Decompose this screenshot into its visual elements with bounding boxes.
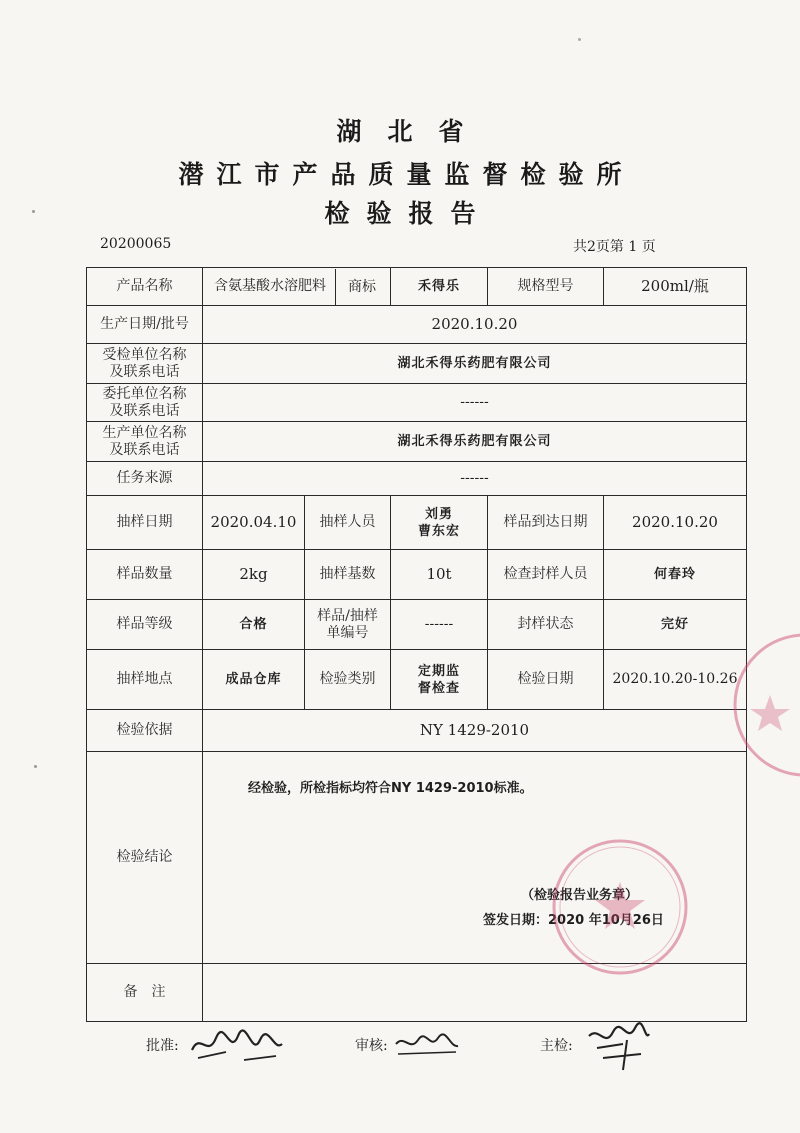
sealer-value: 何春玲 bbox=[604, 550, 747, 600]
spec-label: 规格型号 bbox=[488, 268, 604, 306]
header-institute: 潜江市产品质量监督检验所 bbox=[178, 160, 635, 189]
header-province: 湖北省 bbox=[336, 117, 490, 146]
entrusting-unit-label-line2: 及联系电话 bbox=[109, 402, 180, 419]
product-name-label: 产品名称 bbox=[87, 268, 203, 306]
product-name-value: 含氨基酸水溶肥料 bbox=[214, 278, 326, 294]
header-report-title: 检验报告 bbox=[324, 199, 493, 228]
product-name-cell bbox=[203, 268, 391, 306]
brand-value: 禾得乐 bbox=[391, 268, 488, 306]
sampling-date-value: 2020.04.10 bbox=[203, 496, 305, 550]
producer-label bbox=[87, 422, 203, 462]
sampler-name-1: 刘勇 bbox=[424, 506, 453, 522]
sample-no-value: ------ bbox=[391, 600, 488, 650]
task-source-value: ------ bbox=[203, 462, 747, 496]
inspector-label: 主检: bbox=[540, 1038, 573, 1054]
sample-qty-label: 样品数量 bbox=[87, 550, 203, 600]
inspected-unit-label bbox=[87, 344, 203, 384]
task-source-label: 任务来源 bbox=[87, 462, 203, 496]
inspected-unit-label-line2: 及联系电话 bbox=[109, 363, 180, 380]
report-number: 20200065 bbox=[100, 236, 172, 252]
scan-speck bbox=[34, 765, 37, 768]
report-table bbox=[86, 267, 747, 1022]
location-value: 成品仓库 bbox=[203, 650, 305, 710]
scan-speck bbox=[32, 210, 35, 213]
conclusion-text: 经检验，所检指标均符合NY 1429-2010标准。 bbox=[248, 781, 533, 796]
sample-qty-value: 2kg bbox=[203, 550, 305, 600]
base-qty-value: 10t bbox=[391, 550, 488, 600]
producer-value: 湖北禾得乐药肥有限公司 bbox=[203, 422, 747, 462]
basis-label: 检验依据 bbox=[87, 710, 203, 752]
sampler-name-2: 曹东宏 bbox=[417, 523, 460, 539]
entrusting-unit-value: ------ bbox=[203, 384, 747, 422]
producer-label-line2: 及联系电话 bbox=[109, 441, 180, 458]
base-qty-label: 抽样基数 bbox=[305, 550, 391, 600]
sampler-value bbox=[391, 496, 488, 550]
inspector-signature-icon bbox=[583, 1018, 653, 1074]
test-date-value: 2020.10.20-10.26 bbox=[604, 650, 747, 710]
seal-note: （检验报告业务章） bbox=[521, 888, 639, 903]
sealer-label: 检查封样人员 bbox=[488, 550, 604, 600]
sample-no-label bbox=[305, 600, 391, 650]
sample-no-label-line1: 样品/抽样 bbox=[317, 607, 378, 624]
type-line-1: 定期监 bbox=[417, 663, 460, 679]
inspected-unit-value: 湖北禾得乐药肥有限公司 bbox=[203, 344, 747, 384]
type-line-2: 督检查 bbox=[417, 680, 460, 696]
entrusting-unit-label bbox=[87, 384, 203, 422]
producer-label-line1: 生产单位名称 bbox=[102, 424, 187, 441]
spec-value: 200ml/瓶 bbox=[604, 268, 747, 306]
inspected-unit-label-line1: 受检单位名称 bbox=[102, 346, 187, 363]
test-date-label: 检验日期 bbox=[488, 650, 604, 710]
scan-speck bbox=[578, 38, 581, 41]
remark-value bbox=[203, 964, 747, 1022]
type-label: 检验类别 bbox=[305, 650, 391, 710]
batch-label: 生产日期/批号 bbox=[87, 306, 203, 344]
sampler-label: 抽样人员 bbox=[305, 496, 391, 550]
basis-value: NY 1429-2010 bbox=[203, 710, 747, 752]
approve-label: 批准: bbox=[146, 1038, 179, 1054]
seal-state-value: 完好 bbox=[604, 600, 747, 650]
type-value bbox=[391, 650, 488, 710]
entrusting-unit-label-line1: 委托单位名称 bbox=[102, 385, 187, 402]
grade-value: 合格 bbox=[203, 600, 305, 650]
approve-signature-icon bbox=[186, 1022, 286, 1066]
conclusion-cell bbox=[203, 752, 747, 964]
arrival-date-value: 2020.10.20 bbox=[604, 496, 747, 550]
sample-no-label-line2: 单编号 bbox=[326, 624, 369, 641]
sampling-date-label: 抽样日期 bbox=[87, 496, 203, 550]
page-info: 共2页第 1 页 bbox=[573, 239, 656, 255]
review-label: 审核: bbox=[355, 1038, 388, 1054]
seal-state-label: 封样状态 bbox=[488, 600, 604, 650]
arrival-date-label: 样品到达日期 bbox=[488, 496, 604, 550]
review-signature-icon bbox=[392, 1022, 462, 1066]
brand-label: 商标 bbox=[335, 269, 388, 305]
grade-label: 样品等级 bbox=[87, 600, 203, 650]
issue-date: 签发日期：2020 年10月26日 bbox=[483, 913, 664, 928]
batch-value: 2020.10.20 bbox=[203, 306, 747, 344]
location-label: 抽样地点 bbox=[87, 650, 203, 710]
remark-label: 备 注 bbox=[87, 964, 203, 1022]
conclusion-label: 检验结论 bbox=[87, 752, 203, 964]
